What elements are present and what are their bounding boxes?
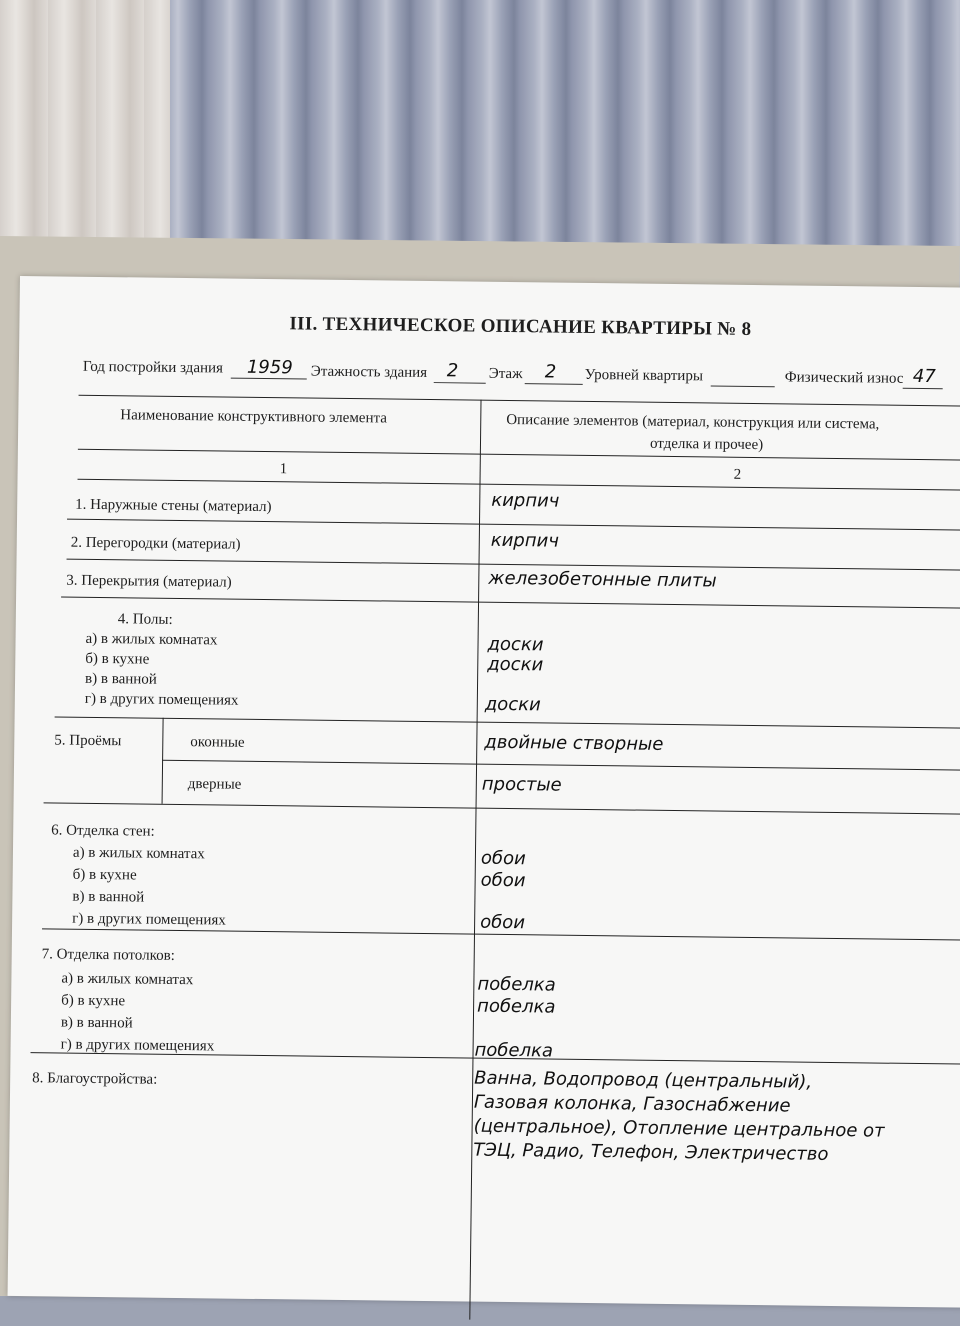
year-value: 1959: [246, 356, 293, 379]
fabric-background-light: [0, 0, 170, 250]
wall-finish-value-living: обои: [480, 847, 526, 870]
page-title: III. ТЕХНИЧЕСКОЕ ОПИСАНИЕ КВАРТИРЫ № 8: [289, 313, 752, 340]
row-label-floors: 4. Полы:: [117, 611, 173, 628]
ceiling-finish-value-living: побелка: [477, 973, 556, 996]
floors-value-living: доски: [487, 633, 544, 656]
levels-label: Уровней квартиры: [584, 366, 704, 385]
col2-number: 2: [733, 466, 742, 483]
wall-finish-sub-living: а) в жилых комнатах: [72, 844, 205, 863]
wall-finish-value-other: обои: [480, 911, 526, 934]
row-value-partitions: кирпич: [490, 529, 560, 552]
openings-door-value: простые: [481, 773, 562, 796]
col1-number: 1: [279, 461, 288, 478]
ceiling-finish-sub-bathroom: в) в ванной: [60, 1014, 133, 1032]
floors-sub-kitchen: б) в кухне: [85, 650, 150, 668]
amenities-line-3: (центральное), Отопление центральное от: [473, 1115, 885, 1142]
ceiling-finish-value-other: побелка: [474, 1039, 554, 1062]
col2-header-line1: Описание элементов (материал, конструкция или система,: [506, 411, 880, 433]
amenities-line-4: ТЭЦ, Радио, Телефон, Электричество: [473, 1139, 829, 1165]
floors-sub-living: а) в жилых комнатах: [85, 630, 218, 649]
wall-finish-sub-kitchen: б) в кухне: [72, 866, 137, 884]
row-label-walls: 1. Наружные стены (материал): [75, 496, 272, 516]
floors-sub-bathroom: в) в ванной: [84, 670, 157, 688]
wall-finish-sub-bathroom: в) в ванной: [72, 888, 145, 906]
wear-label: Физический износ: [784, 369, 904, 387]
floor-label: Этаж: [488, 365, 523, 383]
amenities-line-1: Ванна, Водопровод (центральный),: [474, 1067, 813, 1093]
floors-value: 2: [446, 360, 459, 382]
floors-label: Этажность здания: [310, 363, 428, 381]
wall-finish-value-kitchen: обои: [480, 869, 526, 892]
openings-window-value: двойные створные: [484, 731, 664, 755]
wall-finish-sub-other: г) в других помещениях: [72, 910, 226, 929]
row-value-ceilings: железобетонные плиты: [488, 567, 717, 592]
year-label: Год постройки здания: [82, 358, 224, 377]
row-value-walls: кирпич: [491, 489, 560, 512]
ceiling-finish-sub-kitchen: б) в кухне: [61, 992, 126, 1010]
floors-value-kitchen: доски: [487, 653, 544, 676]
floor-value: 2: [544, 361, 557, 383]
openings-door-label: дверные: [187, 776, 242, 793]
col2-header-line2: отделка и прочее): [649, 435, 764, 454]
row-label-partitions: 2. Перегородки (материал): [70, 534, 241, 553]
row-label-openings: 5. Проёмы: [54, 732, 122, 750]
col1-header: Наименование конструктивного элемента: [120, 407, 388, 427]
row-label-wall-finish: 6. Отделка стен:: [51, 822, 155, 840]
document-sheet: [8, 276, 960, 1308]
ceiling-finish-sub-living: а) в жилых комнатах: [61, 970, 194, 989]
row-label-ceilings: 3. Перекрытия (материал): [66, 572, 232, 591]
ceiling-finish-sub-other: г) в других помещениях: [60, 1036, 215, 1055]
row-label-ceiling-finish: 7. Отделка потолков:: [41, 946, 175, 964]
wear-value: 47: [912, 365, 936, 388]
row-label-amenities: 8. Благоустройства:: [32, 1070, 158, 1088]
ceiling-finish-value-kitchen: побелка: [476, 995, 556, 1018]
floors-sub-other: г) в других помещениях: [84, 690, 239, 709]
openings-window-label: оконные: [190, 734, 245, 751]
amenities-line-2: Газовая колонка, Газоснабжение: [473, 1091, 791, 1117]
floors-value-other: доски: [484, 693, 541, 716]
